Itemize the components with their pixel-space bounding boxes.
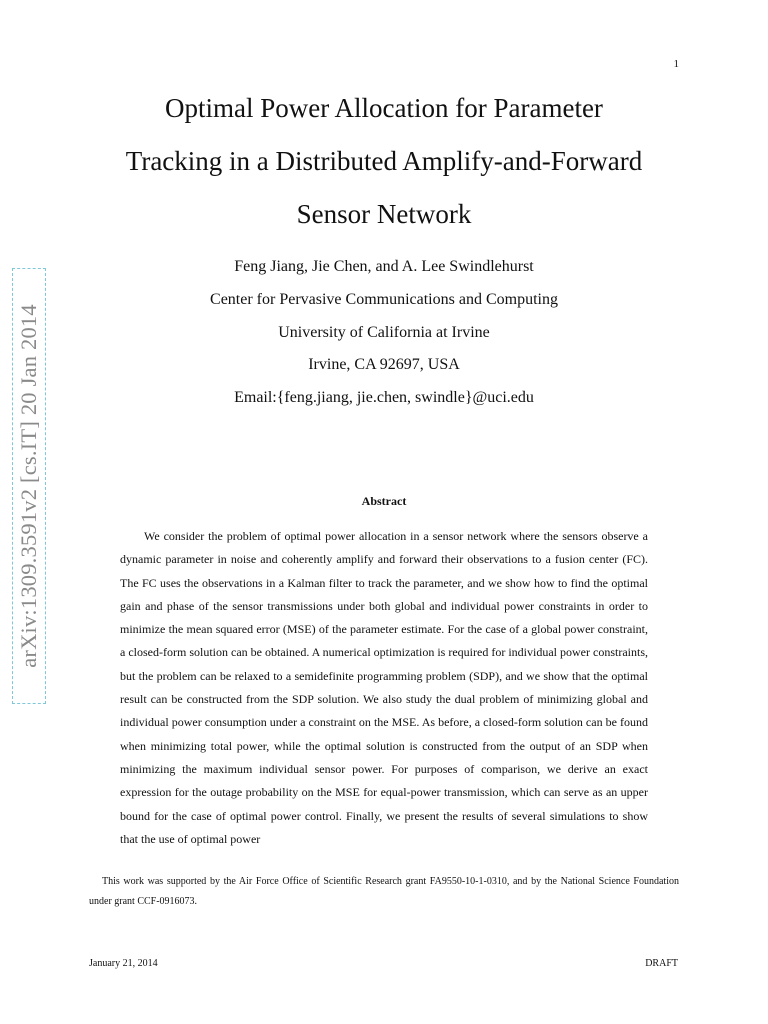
author-affiliation-university: University of California at Irvine: [278, 323, 490, 341]
arxiv-identifier-stamp: [12, 268, 46, 704]
author-email: Email:{feng.jiang, jie.chen, swindle}@uci.edu: [234, 389, 534, 407]
page-number: 1: [673, 58, 679, 70]
title-line: Tracking in a Distributed Amplify-and-Forward: [125, 146, 643, 176]
author-affiliation-center: Center for Pervasive Communications and Computing: [210, 290, 558, 308]
paper-title: [60, 82, 708, 241]
abstract-heading: Abstract: [361, 494, 407, 508]
author-names: Feng Jiang, Jie Chen, and A. Lee Swindlehurst: [234, 258, 534, 275]
author-address: Irvine, CA 92697, USA: [308, 356, 460, 374]
footer-draft-label: DRAFT: [645, 958, 678, 969]
title-line: Optimal Power Allocation for Parameter: [165, 93, 603, 123]
abstract-text: We consider the problem of optimal power allocation in a sensor network where the sensors observe a dynamic parameter in noise and coherently amplify and forward their observations to a fusion center (FC). The FC uses the observations in a Kalman filter to track the parameter, and we show how to find the optimal gain and phase of the sensor transmissions under both global and individual power constraints in order to minimize the mean squared error (MSE) of the parameter estimate. For the case of a global power constraint, a closed-form solution can be obtained. A numerical optimization is required for individual power constraints, but the problem can be relaxed to a semidefinite programming problem (SDP), and we show that the optimal result can be constructed from the SDP solution. We also study the dual problem of minimizing global and individual power consumption under a constraint on the MSE. As before, a closed-form solution can be found when minimizing total power, while the optimal solution is constructed from the output of an SDP when minimizing the maximum individual sensor power. For purposes of comparison, we derive an exact expression for the outage probability on the MSE for equal-power transmission, which can serve as an upper bound for the case of optimal power control. Finally, we present the results of several simulations to show that the use of optimal power: [120, 529, 648, 846]
author-block: [60, 251, 708, 415]
funding-footnote: This work was supported by the Air Force Office of Scientific Research grant FA9550-10-1-0310, and by the National Science Foundation under grant CCF-0916073.: [89, 876, 679, 907]
title-line: Sensor Network: [296, 199, 472, 229]
footer-date: January 21, 2014: [89, 958, 158, 969]
arxiv-identifier-text: arXiv:1309.3591v2 [cs.IT] 20 Jan 2014: [16, 304, 41, 668]
